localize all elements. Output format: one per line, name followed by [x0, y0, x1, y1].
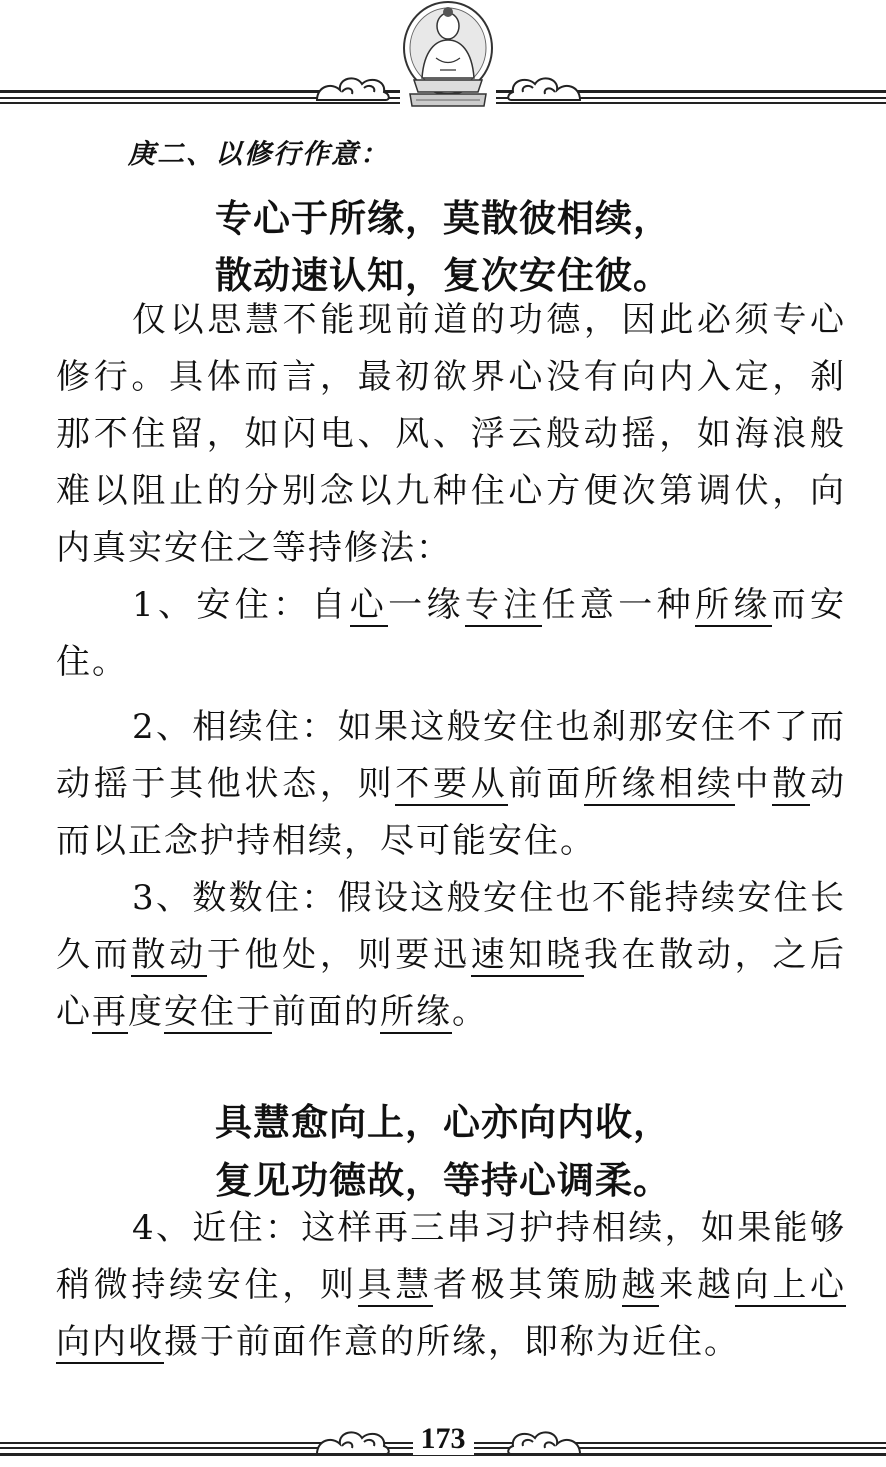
paragraph-item3: 3、数数住：假设这般安住也不能持续安住长久而散动于他处，则要迅速知晓我在散动，之后心再度安住于前面的所缘。	[56, 878, 847, 1032]
cloud-left-icon	[312, 68, 392, 104]
buddha-icon	[400, 0, 496, 110]
body-text	[56, 1200, 846, 1371]
page-number: 173	[0, 1422, 886, 1456]
verse-line: 专心于所缘，莫散彼相续，	[215, 197, 671, 240]
body-text	[56, 292, 846, 1041]
paragraph-item2: 2、相续住：如果这般安住也刹那安住不了而动摇于其他状态，则不要从前面所缘相续中散动而以正念护持相续，尽可能安住。	[56, 707, 847, 861]
cloud-right-icon	[505, 68, 585, 104]
verse-line: 具慧愈向上，心亦向内收，	[215, 1101, 671, 1144]
paragraph-item1: 1、安住：自心一缘专注任意一种所缘而安住。	[56, 585, 847, 682]
verse-line: 复见功德故，等持心调柔。	[215, 1159, 671, 1202]
section-heading: 庚二、以修行作意：	[128, 139, 389, 170]
intro-paragraph: 仅以思慧不能现前道的功德，因此必须专心修行。具体而言，最初欲界心没有向内入定，刹那不住留，如闪电、风、浮云般动摇，如海浪般难以阻止的分别念以九种住心方便次第调伏，向内真实安住之等持修法：	[56, 300, 846, 568]
verse-line: 散动速认知，复次安住彼。	[215, 254, 671, 297]
paragraph-item4: 4、近住：这样再三串习护持相续，如果能够稍微持续安住，则具慧者极其策励越来越向上心向内收摄于前面作意的所缘，即称为近住。	[56, 1208, 847, 1362]
